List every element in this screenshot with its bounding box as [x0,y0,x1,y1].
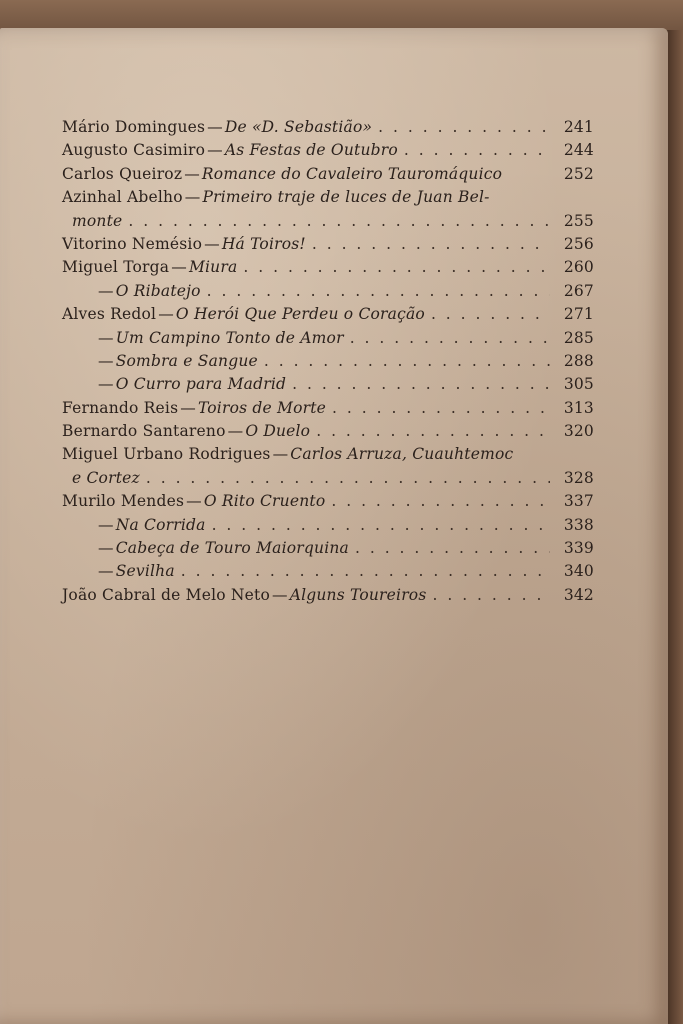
toc-title: O Duelo [245,422,311,441]
toc-entry-continuation [62,210,594,233]
toc-page-number: 255 [563,211,594,230]
toc-author: Augusto Casimiro [62,141,206,160]
toc-leader-dots [331,490,550,513]
toc-title: As Festas de Outubro [224,141,398,160]
toc-page-number: 271 [563,305,594,324]
toc-leader-dots [355,537,550,560]
toc-title: Primeiro traje de luces de Juan Bel- [202,188,490,207]
toc-author: Miguel Urbano Rodrigues [62,445,271,464]
toc-author: Vitorino Nemésio [62,234,203,253]
toc-entry [62,256,594,279]
toc-entry-sub [62,514,594,537]
toc-dash: — [171,258,187,277]
toc-leader-dots [181,560,550,583]
toc-dash: — [207,141,223,160]
toc-entry [62,116,594,139]
toc-entry-sub [62,350,594,373]
toc-entry [62,186,594,209]
table-of-contents [62,116,594,607]
toc-author: Miguel Torga [62,258,170,277]
toc-title: e Cortez [72,468,140,487]
toc-page-number: 337 [563,492,594,511]
toc-dash: — [184,188,201,207]
toc-entry [62,420,594,443]
toc-leader-dots [433,584,551,607]
toc-entry [62,443,594,466]
toc-page-number: 288 [563,351,594,370]
toc-entry [62,163,594,186]
toc-page-number: 313 [563,398,594,417]
toc-author: Carlos Queiroz [62,164,183,183]
toc-title: O Herói Que Perdeu o Coração [175,305,425,324]
toc-leader-dots [292,373,550,396]
toc-page-number: 256 [563,234,594,253]
toc-leader-dots [128,210,550,233]
toc-dash: — [98,375,114,394]
toc-leader-dots [264,350,550,373]
toc-title: Sombra e Sangue [115,351,258,370]
toc-leader-dots [316,420,550,443]
toc-title: Cabeça de Touro Maiorquina [115,539,349,558]
toc-title: O Rito Cruento [203,492,326,511]
toc-dash: — [180,398,196,417]
toc-entry [62,139,594,162]
toc-title: Romance do Cavaleiro Tauromáquico [201,164,503,183]
toc-page-number: 338 [563,515,594,534]
toc-entry [62,233,594,256]
toc-entry [62,490,594,513]
toc-author: Murilo Mendes [62,492,185,511]
toc-leader-dots [207,280,550,303]
toc-title: Sevilha [115,562,175,581]
toc-dash: — [272,445,289,464]
toc-entry [62,303,594,326]
toc-leader-dots [312,233,550,256]
toc-dash: — [227,422,244,441]
toc-title: O Ribatejo [115,281,201,300]
toc-title: Carlos Arruza, Cuauhtemoc [290,445,514,464]
toc-dash: — [271,585,288,604]
toc-page-number: 252 [563,164,594,183]
toc-page-number: 320 [563,422,594,441]
toc-title: Toiros de Morte [197,398,327,417]
toc-dash: — [204,234,220,253]
toc-dash: — [158,305,174,324]
toc-dash: — [186,492,202,511]
toc-dash: — [184,164,200,183]
toc-page-number: 342 [563,585,594,604]
toc-entry-sub [62,560,594,583]
toc-author: Fernando Reis [62,398,179,417]
toc-dash: — [207,118,223,136]
toc-author: Bernardo Santareno [62,422,226,441]
toc-author: Mário Domingues [62,118,206,136]
toc-entry-sub [62,280,594,303]
toc-leader-dots [404,139,550,162]
toc-dash: — [98,328,114,347]
toc-author: Azinhal Abelho [62,188,183,207]
toc-leader-dots [378,116,550,139]
toc-title: Na Corrida [115,515,206,534]
toc-page-number: 328 [563,468,594,487]
toc-leader-dots [332,397,550,420]
toc-dash: — [98,539,114,558]
toc-title: Miura [188,258,238,277]
toc-entry-sub [62,537,594,560]
toc-author: João Cabral de Melo Neto [62,585,270,604]
toc-leader-dots [431,303,550,326]
toc-dash: — [98,515,114,534]
toc-title: Alguns Toureiros [289,585,427,604]
toc-title: Um Campino Tonto de Amor [115,328,344,347]
toc-entry-continuation [62,467,594,490]
toc-leader-dots [212,514,550,537]
toc-dash: — [98,281,114,300]
toc-page-number: 267 [563,281,594,300]
toc-title: monte [72,211,123,230]
book-page [0,28,668,1024]
toc-entry [62,397,594,420]
toc-author: Alves Redol [62,305,157,324]
toc-title: O Curro para Madrid [115,375,287,394]
toc-page-number: 244 [563,141,594,160]
toc-entry-sub [62,327,594,350]
toc-page-number: 305 [563,375,594,394]
toc-title: De «D. Sebastião» [224,118,373,136]
toc-entry-sub [62,373,594,396]
toc-leader-dots [350,327,550,350]
toc-leader-dots [146,467,550,490]
toc-dash: — [98,351,114,370]
toc-leader-dots [243,256,550,279]
toc-page-number: 241 [563,118,594,136]
toc-title: Há Toiros! [221,234,306,253]
toc-entry [62,584,594,607]
toc-dash: — [98,562,114,581]
toc-page-number: 285 [563,328,594,347]
toc-page-number: 260 [563,258,594,277]
toc-page-number: 340 [563,562,594,581]
toc-page-number: 339 [563,539,594,558]
